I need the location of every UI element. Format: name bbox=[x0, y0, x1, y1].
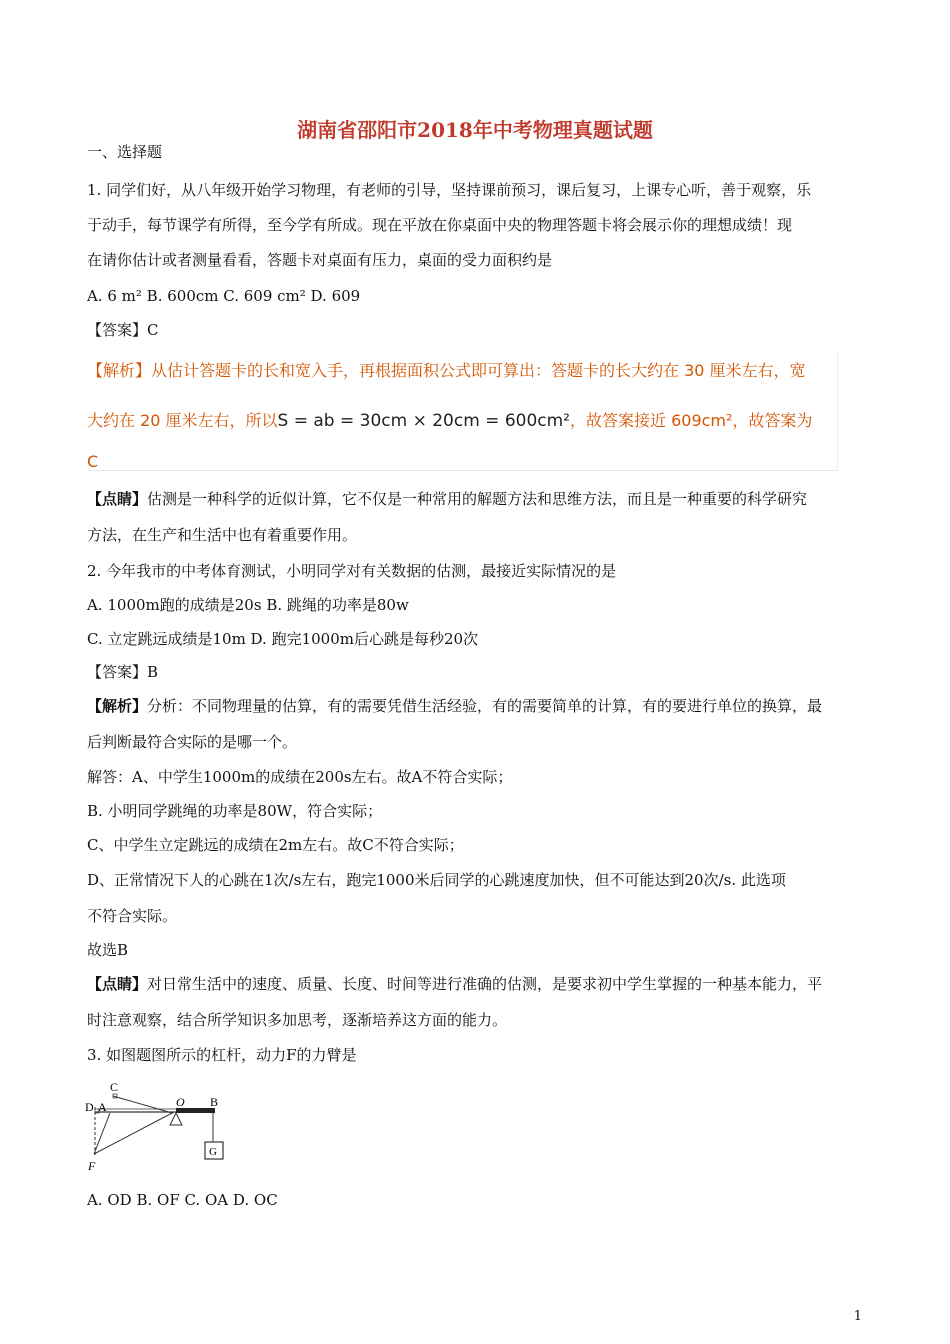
q2-comment-line-1 bbox=[87, 974, 822, 994]
q1-comment-line-1 bbox=[87, 489, 807, 509]
q2-analysis-line-3: 解答：A、中学生1000m的成绩在200s左右。故A不符合实际； bbox=[87, 768, 513, 786]
q2-analysis-line-5: C、中学生立定跳远的成绩在2m左右。故C不符合实际； bbox=[87, 836, 464, 854]
lever-label-f: F bbox=[88, 1159, 96, 1173]
q2-analysis-line-1 bbox=[87, 696, 822, 716]
lever-label-g: G bbox=[209, 1146, 217, 1158]
q2-analysis-label: 【解析】 bbox=[87, 697, 148, 715]
q3-stem: 3. 如图题图所示的杠杆，动力F的力臂是 bbox=[87, 1046, 357, 1064]
q1-stem-line-2: 于动手，每节课学有所得，至今学有所成。现在平放在你桌面中央的物理答题卡将会展示你的理想成绩！现 bbox=[87, 216, 793, 234]
lever-label-c: C bbox=[110, 1080, 119, 1094]
q2-analysis-text-1: 分析：不同物理量的估算，有的需要凭借生活经验，有的需要简单的计算，有的要进行单位的换算，最 bbox=[147, 697, 823, 715]
lever-label-b: B bbox=[210, 1095, 219, 1109]
q2-comment-label: 【点睛】 bbox=[87, 975, 148, 993]
q1-comment-line-2: 方法，在生产和生活中也有着重要作用。 bbox=[87, 526, 358, 544]
q2-stem: 2. 今年我市的中考体育测试，小明同学对有关数据的估测，最接近实际情况的是 bbox=[87, 562, 617, 580]
lever-label-a: A bbox=[98, 1100, 107, 1114]
q1-stem-line-3: 在请你估计或者测量看看，答题卡对桌面有压力，桌面的受力面积约是 bbox=[87, 251, 553, 269]
section-heading: 一、选择题 bbox=[87, 143, 163, 161]
q1-analysis-line-2 bbox=[87, 408, 812, 431]
page-number: 1 bbox=[853, 1309, 862, 1324]
q2-analysis-line-8: 故选B bbox=[87, 941, 129, 959]
q1-stem-line-1: 1. 同学们好，从八年级开始学习物理，有老师的引导，坚持课前预习，课后复习，上课专心听，善于观察，乐 bbox=[87, 181, 812, 199]
q1-area-formula: S = ab = 30cm × 20cm = 600cm² bbox=[277, 411, 570, 431]
lever-label-d: D bbox=[85, 1100, 94, 1114]
q1-analysis-line-2-pre: 大约在 20 厘米左右，所以 bbox=[87, 411, 278, 430]
lever-diagram bbox=[84, 1080, 234, 1175]
q2-analysis-line-7: 不符合实际。 bbox=[87, 907, 178, 925]
q1-analysis-image bbox=[87, 350, 838, 471]
q2-analysis-line-2: 后判断最符合实际的是哪一个。 bbox=[87, 733, 298, 751]
q1-analysis-line-3: C bbox=[87, 452, 99, 471]
q1-answer: 【答案】C bbox=[87, 321, 159, 339]
q2-options-row-2: C. 立定跳远成绩是10m D. 跑完1000m后心跳是每秒20次 bbox=[87, 630, 479, 648]
q2-answer: 【答案】B bbox=[87, 663, 159, 681]
q3-options: A. OD B. OF C. OA D. OC bbox=[87, 1191, 278, 1209]
q2-analysis-line-4: B. 小明同学跳绳的功率是80W，符合实际； bbox=[87, 802, 383, 820]
q2-comment-line-2: 时注意观察，结合所学知识多加思考，逐渐培养这方面的能力。 bbox=[87, 1011, 508, 1029]
q1-analysis-line-1: 【解析】从估计答题卡的长和宽入手，再根据面积公式即可算出：答题卡的长大约在 30 厘米左右，宽 bbox=[87, 361, 806, 380]
q2-options-row-1: A. 1000m跑的成绩是20s B. 跳绳的功率是80w bbox=[87, 596, 409, 614]
q1-analysis-line-2-post: ，故答案接近 609cm²，故答案为 bbox=[570, 411, 813, 430]
q2-comment-text-1: 对日常生活中的速度、质量、长度、时间等进行准确的估测，是要求初中学生掌握的一种基本能力，平 bbox=[147, 975, 823, 993]
lever-label-o: O bbox=[176, 1095, 185, 1109]
page-title: 湖南省邵阳市2018年中考物理真题试题 bbox=[297, 118, 653, 142]
q1-comment-label: 【点睛】 bbox=[87, 490, 148, 508]
q1-options: A. 6 m² B. 600cm C. 609 cm² D. 609 bbox=[87, 287, 361, 305]
q1-comment-text-1: 估测是一种科学的近似计算，它不仅是一种常用的解题方法和思维方法，而且是一种重要的科学研究 bbox=[147, 490, 808, 508]
q2-analysis-line-6: D、正常情况下人的心跳在1次/s左右，跑完1000米后同学的心跳速度加快，但不可能达到20次/s. 此选项 bbox=[87, 871, 786, 889]
